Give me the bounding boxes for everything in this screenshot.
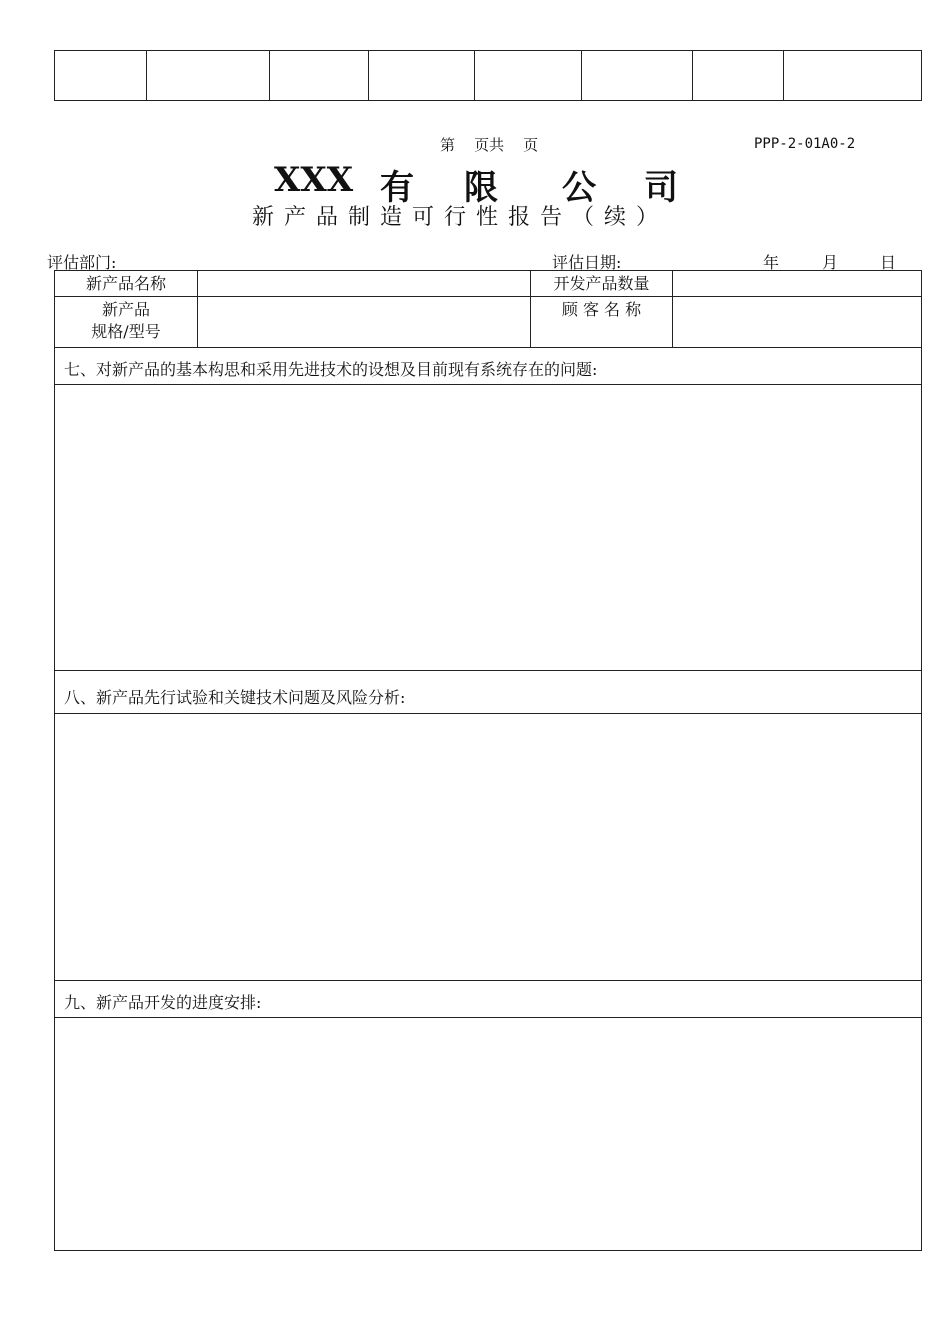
product-name-field[interactable] xyxy=(198,273,530,295)
date-day-label: 日 xyxy=(880,253,897,272)
customer-field[interactable] xyxy=(673,299,921,345)
date-month-label: 月 xyxy=(822,253,839,272)
document-code: PPP-2-01A0-2 xyxy=(754,136,856,152)
header-divider xyxy=(692,51,693,100)
spec-label-line2: 规格/型号 xyxy=(91,322,161,341)
page-number: 第 页共 页 xyxy=(440,136,539,154)
company-title xyxy=(274,160,678,208)
row-divider xyxy=(55,347,921,348)
section-divider xyxy=(55,980,921,981)
company-title-char: 有 xyxy=(380,168,414,208)
header-divider xyxy=(783,51,784,100)
section-9-title: 九、新产品开发的进度安排: xyxy=(64,993,262,1012)
header-strip xyxy=(54,50,922,101)
section-7-content-area[interactable] xyxy=(55,385,921,669)
spec-label xyxy=(55,299,197,343)
company-title-char: XXX xyxy=(274,160,354,200)
report-subtitle: 新产品制造可行性报告（续） xyxy=(252,205,669,230)
header-divider xyxy=(368,51,369,100)
section-8-title: 八、新产品先行试验和关键技术问题及风险分析: xyxy=(64,688,406,707)
spec-label-line1: 新产品 xyxy=(101,300,150,319)
department-label: 评估部门: xyxy=(47,253,117,272)
company-title-char: 限 xyxy=(464,168,498,208)
header-divider xyxy=(474,51,475,100)
spec-field[interactable] xyxy=(198,299,530,345)
product-name-label: 新产品名称 xyxy=(85,274,166,293)
section-7-title: 七、对新产品的基本构思和采用先进技术的设想及目前现有系统存在的问题: xyxy=(64,360,598,379)
customer-label: 顾 客 名 称 xyxy=(561,300,642,319)
section-divider xyxy=(55,670,921,671)
section-9-content-area[interactable] xyxy=(55,1018,921,1249)
quantity-field[interactable] xyxy=(673,273,921,295)
header-divider xyxy=(269,51,270,100)
date-label: 评估日期: xyxy=(552,253,622,272)
section-8-content-area[interactable] xyxy=(55,714,921,979)
quantity-label: 开发产品数量 xyxy=(553,274,650,293)
company-title-char: 公 xyxy=(562,168,596,208)
row-divider xyxy=(55,296,921,297)
date-year-label: 年 xyxy=(763,253,780,272)
header-divider xyxy=(146,51,147,100)
company-title-char: 司 xyxy=(644,168,678,208)
header-divider xyxy=(581,51,582,100)
